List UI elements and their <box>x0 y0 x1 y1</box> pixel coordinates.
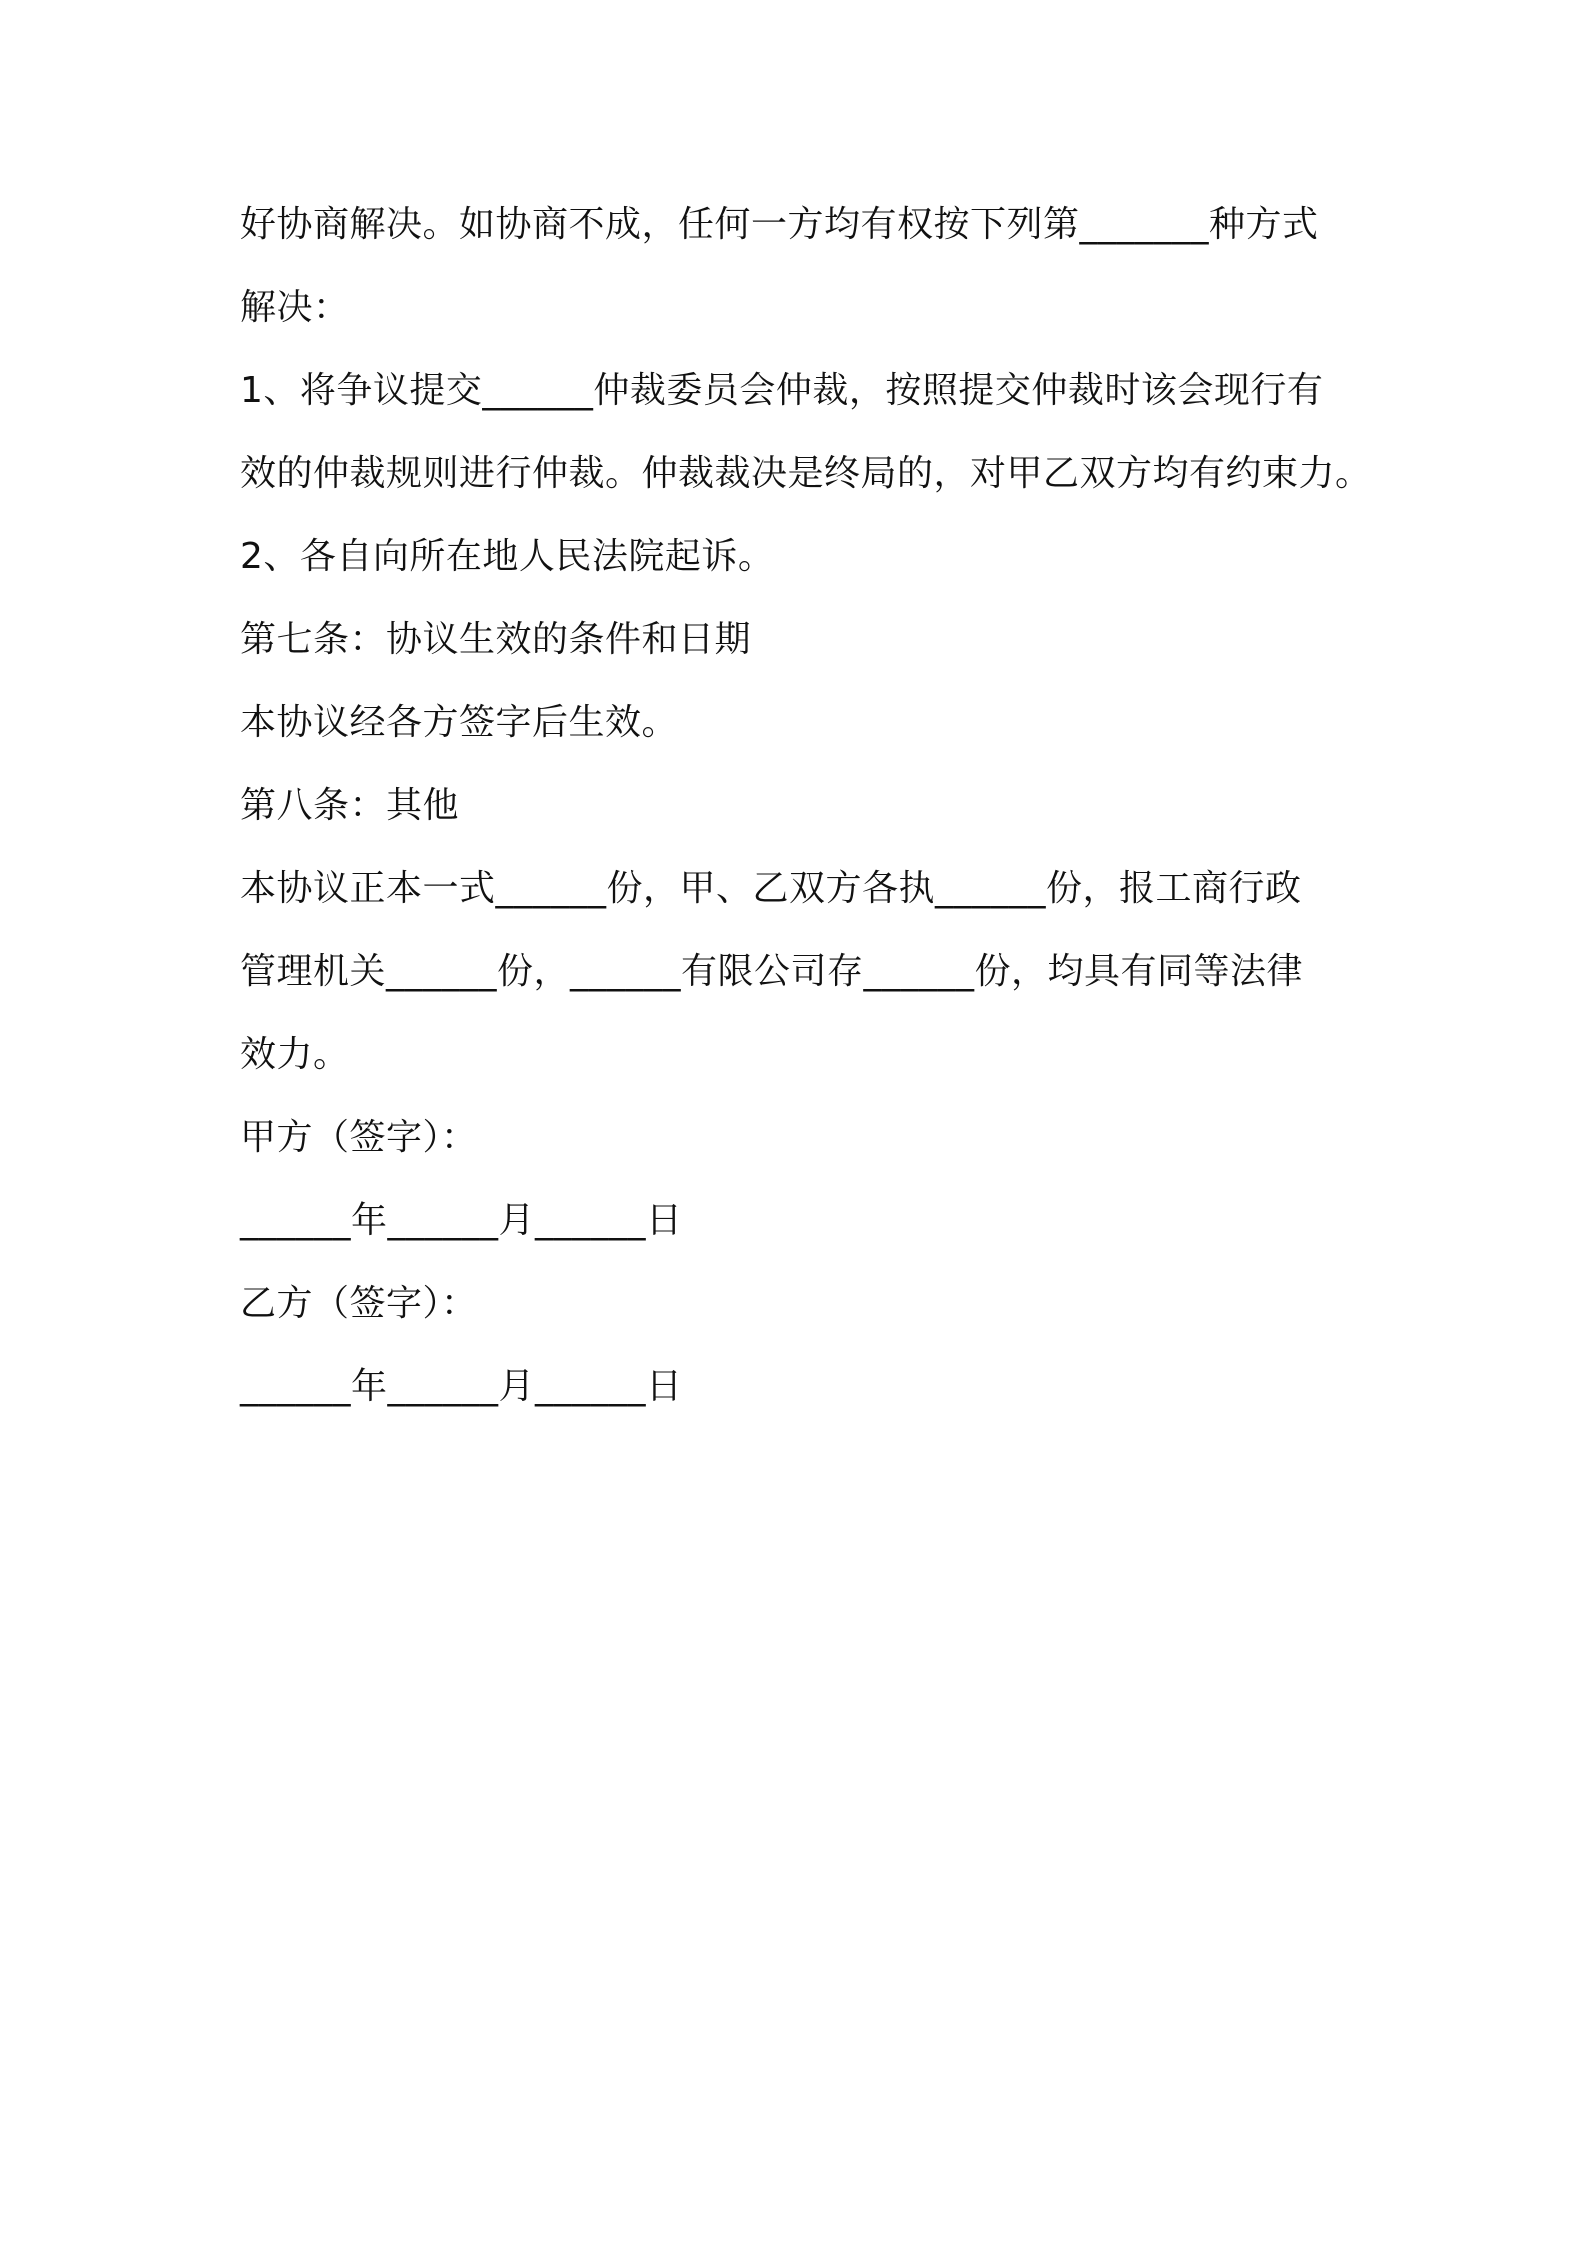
party-a-signature-label: 甲方（签字）： <box>240 1117 478 1158</box>
paragraph-line: 好协商解决。如协商不成，任何一方均有权按下列第_______种方式 <box>240 204 1319 245</box>
document-body <box>240 195 1372 1440</box>
clause-item-2: 2、各自向所在地人民法院起诉。 <box>240 536 775 577</box>
paragraph-line: 本协议经各方签字后生效。 <box>240 702 679 743</box>
party-b-date-line: ______年______月______日 <box>240 1366 683 1407</box>
paragraph-line: 效的仲裁规则进行仲裁。仲裁裁决是终局的，对甲乙双方均有约束力。 <box>240 453 1372 494</box>
clause-item-1: 1、将争议提交______仲裁委员会仲裁，按照提交仲裁时该会现行有 <box>240 370 1324 411</box>
paragraph-line: 本协议正本一式______份，甲、乙双方各执______份，报工商行政 <box>240 868 1302 909</box>
paragraph-line: 效力。 <box>240 1034 350 1075</box>
paragraph-line: 管理机关______份，______有限公司存______份，均具有同等法律 <box>240 951 1304 992</box>
article-eight-heading: 第八条：其他 <box>240 785 460 826</box>
paragraph-line: 解决： <box>240 287 350 328</box>
party-b-signature-label: 乙方（签字）： <box>240 1283 478 1324</box>
party-a-date-line: ______年______月______日 <box>240 1200 683 1241</box>
article-seven-heading: 第七条：协议生效的条件和日期 <box>240 619 752 660</box>
